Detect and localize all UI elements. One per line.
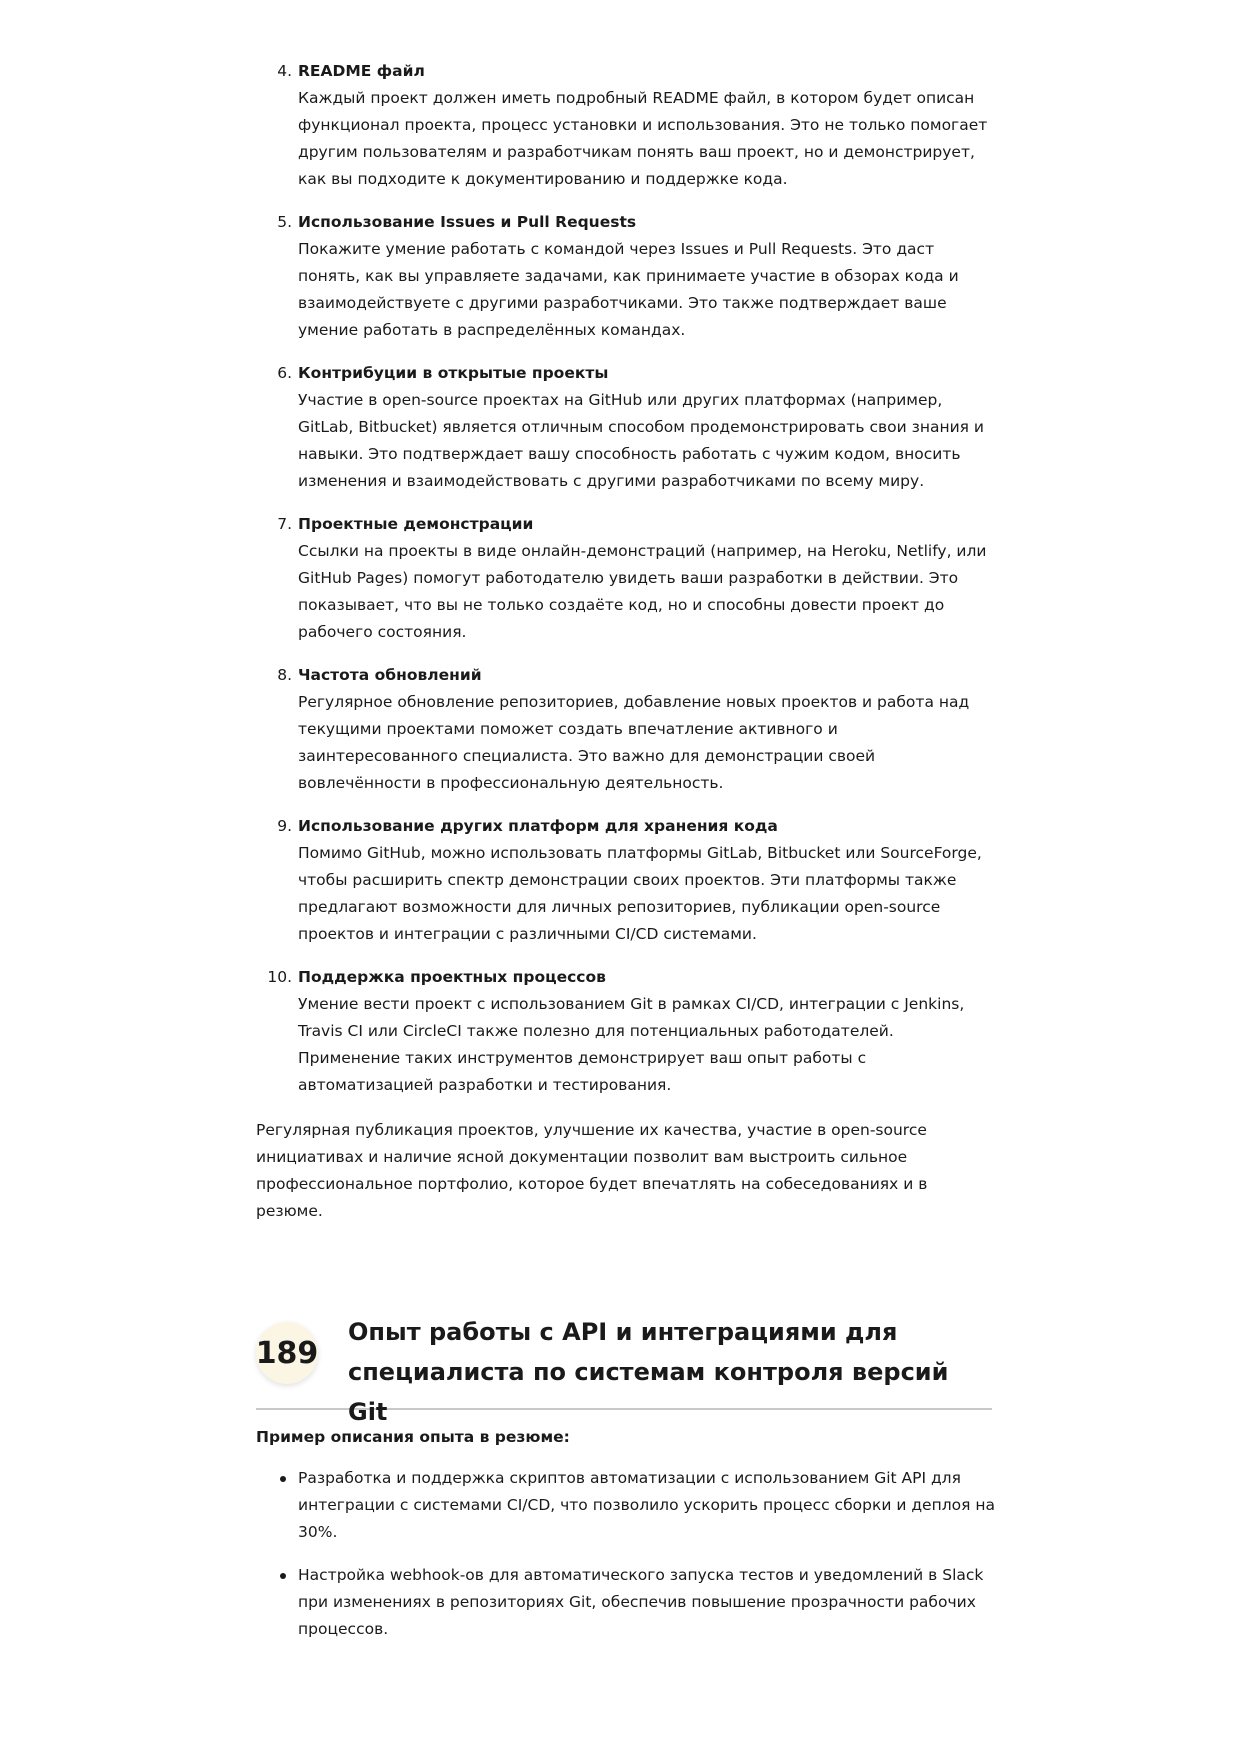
list-item [256,662,996,797]
list-item-number: 8. [277,666,292,684]
list-item [256,209,996,344]
summary-paragraph: Регулярная публикация проектов, улучшение их качества, участие в open-source инициативах и наличие ясной документации позволит вам выстроить сильное профессиональное портфолио, которое будет впечатлять на собеседованиях и в резюме. [256,1121,928,1220]
list-item [256,511,996,646]
list-item-number: 6. [277,364,292,382]
bullet-item [256,1465,996,1546]
bullet-item [256,1562,996,1643]
list-item [256,964,996,1099]
bullet-dot-icon [280,1476,286,1482]
numbered-list [256,58,996,1099]
section-number-badge: 189 [256,1322,318,1384]
section-title: Опыт работы с API и интеграциями для специалиста по системам контроля версий Git [348,1318,949,1426]
list-item-title: README файл [298,62,425,80]
list-item-number: 9. [277,817,292,835]
list-item-number: 5. [277,213,292,231]
example-block [256,1424,996,1659]
list-item-title: Использование Issues и Pull Requests [298,213,637,231]
bullet-list [256,1465,996,1643]
list-item-number: 7. [277,515,292,533]
list-item-title: Частота обновлений [298,666,482,684]
list-item-title: Поддержка проектных процессов [298,968,606,986]
bullet-text: Настройка webhook-ов для автоматического запуска тестов и уведомлений в Slack при изменениях в репозиториях Git, обеспечив повышение прозрачности рабочих процессов. [298,1566,984,1638]
list-item [256,360,996,495]
list-item-text: Покажите умение работать с командой через Issues и Pull Requests. Это даст понять, как вы управляете задачами, как принимаете участие в обзорах кода и взаимодействуете с другими разработчиками. Это также подтверждает ваше умение работать в распределённых командах. [298,240,959,339]
list-item [256,58,996,193]
list-item-text: Умение вести проект с использованием Git в рамках CI/CD, интеграции с Jenkins, Travis CI или CircleCI также полезно для потенциальных работодателей. Применение таких инструментов демонстрирует ваш опыт работы с автоматизацией разработки и тестирования. [298,995,965,1094]
list-item-text: Каждый проект должен иметь подробный README файл, в котором будет описан функционал проекта, процесс установки и использования. Это не только помогает другим пользователям и разработчикам понять ваш проект, но и демонстрирует, как вы подходите к документированию и поддержке кода. [298,89,988,188]
list-item-title: Контрибуции в открытые проекты [298,364,609,382]
list-item-title: Проектные демонстрации [298,515,534,533]
example-label: Пример описания опыта в резюме: [256,1428,570,1446]
bullet-dot-icon [280,1573,286,1579]
list-item-number: 10. [267,968,292,986]
list-item-text: Участие в open-source проектах на GitHub или других платформах (например, GitLab, Bitbucket) является отличным способом продемонстрировать свои знания и навыки. Это подтверждает вашу способность работать с чужим кодом, вносить изменения и взаимодействовать с другими разработчиками по всему миру. [298,391,984,490]
list-item-text: Ссылки на проекты в виде онлайн-демонстраций (например, на Heroku, Netlify, или GitHub Pages) помогут работодателю увидеть ваши разработки в действии. Это показывает, что вы не только создаёте код, но и способны довести проект до рабочего состояния. [298,542,987,641]
list-item-text: Регулярное обновление репозиториев, добавление новых проектов и работа над текущими проектами поможет создать впечатление активного и заинтересованного специалиста. Это важно для демонстрации своей вовлечённости в профессиональную деятельность. [298,693,970,792]
list-item [256,813,996,948]
list-item-text: Помимо GitHub, можно использовать платформы GitLab, Bitbucket или SourceForge, чтобы расширить спектр демонстрации своих проектов. Эти платформы также предлагают возможности для личных репозиториев, публикации open-source проектов и интеграции с различными CI/CD системами. [298,844,982,943]
document-body [256,58,996,1225]
section-header [255,1312,992,1426]
list-item-number: 4. [277,62,292,80]
list-item-title: Использование других платформ для хранения кода [298,817,778,835]
bullet-text: Разработка и поддержка скриптов автоматизации с использованием Git API для интеграции с системами CI/CD, что позволило ускорить процесс сборки и деплоя на 30%. [298,1469,995,1541]
